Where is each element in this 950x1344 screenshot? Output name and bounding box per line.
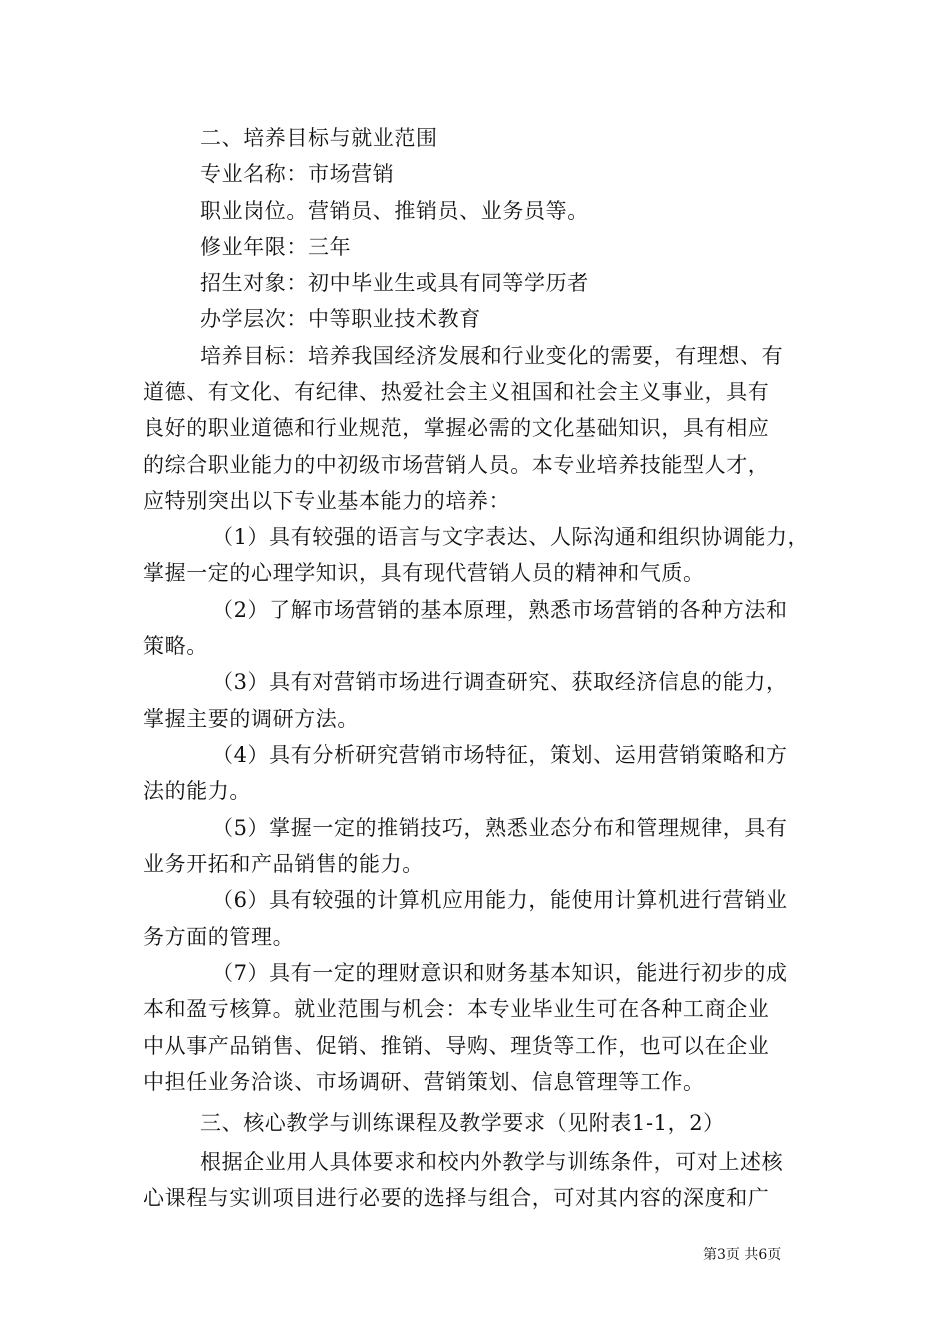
list-item-line: （2）了解市场营销的基本原理，熟悉市场营销的各种方法和 [212, 598, 788, 622]
list-item-line: 务方面的管理。 [143, 925, 295, 949]
list-item-line: 业务开拓和产品销售的能力。 [143, 852, 424, 876]
paragraph-line: 良好的职业道德和行业规范，掌握必需的文化基础知识，具有相应 [143, 416, 770, 440]
paragraph-line: 中担任业务洽谈、市场调研、营销策划、信息管理等工作。 [143, 1070, 705, 1094]
page-number: 第3页 共6页 [703, 1247, 782, 1263]
list-item-line: 法的能力。 [143, 779, 251, 803]
section-heading: 二、培养目标与就业范围 [200, 126, 438, 150]
list-item-line: （5）掌握一定的推销技巧，熟悉业态分布和管理规律，具有 [212, 816, 788, 840]
paragraph-line: 的综合职业能力的中初级市场营销人员。本专业培养技能型人才， [143, 453, 770, 477]
list-item-line: （7）具有一定的理财意识和财务基本知识，能进行初步的成 [212, 961, 788, 985]
section-heading: 三、核心教学与训练课程及教学要求（见附表1-1，2） [200, 1111, 725, 1135]
field-job-positions: 职业岗位。营销员、推销员、业务员等。 [200, 199, 589, 223]
list-item-line: 掌握主要的调研方法。 [143, 707, 359, 731]
list-item-line: （3）具有对营销市场进行调查研究、获取经济信息的能力， [212, 670, 788, 694]
field-duration: 修业年限：三年 [200, 235, 352, 259]
paragraph-line: 心课程与实训项目进行必要的选择与组合，可对其内容的深度和广 [143, 1186, 770, 1210]
paragraph-line: 中从事产品销售、促销、推销、导购、理货等工作，也可以在企业 [143, 1034, 770, 1058]
field-major-name: 专业名称：市场营销 [200, 162, 395, 186]
list-item-line: （1）具有较强的语言与文字表达、人际沟通和组织协调能力， [212, 525, 810, 549]
paragraph-line: 根据企业用人具体要求和校内外教学与训练条件，可对上述核 [200, 1150, 784, 1174]
field-level: 办学层次：中等职业技术教育 [200, 307, 481, 331]
list-item-line: （6）具有较强的计算机应用能力，能使用计算机进行营销业 [212, 888, 788, 912]
field-enrollment: 招生对象：初中毕业生或具有同等学历者 [200, 271, 589, 295]
paragraph-line: 本和盈亏核算。就业范围与机会：本专业毕业生可在各种工商企业 [143, 997, 770, 1021]
paragraph-line: 培养目标：培养我国经济发展和行业变化的需要，有理想、有 [200, 344, 784, 368]
paragraph-line: 道德、有文化、有纪律、热爱社会主义祖国和社会主义事业，具有 [143, 380, 770, 404]
list-item-line: 掌握一定的心理学知识，具有现代营销人员的精神和气质。 [143, 561, 705, 585]
list-item-line: （4）具有分析研究营销市场特征，策划、运用营销策略和方 [212, 743, 788, 767]
list-item-line: 策略。 [143, 634, 208, 658]
paragraph-line: 应特别突出以下专业基本能力的培养： [143, 489, 511, 513]
